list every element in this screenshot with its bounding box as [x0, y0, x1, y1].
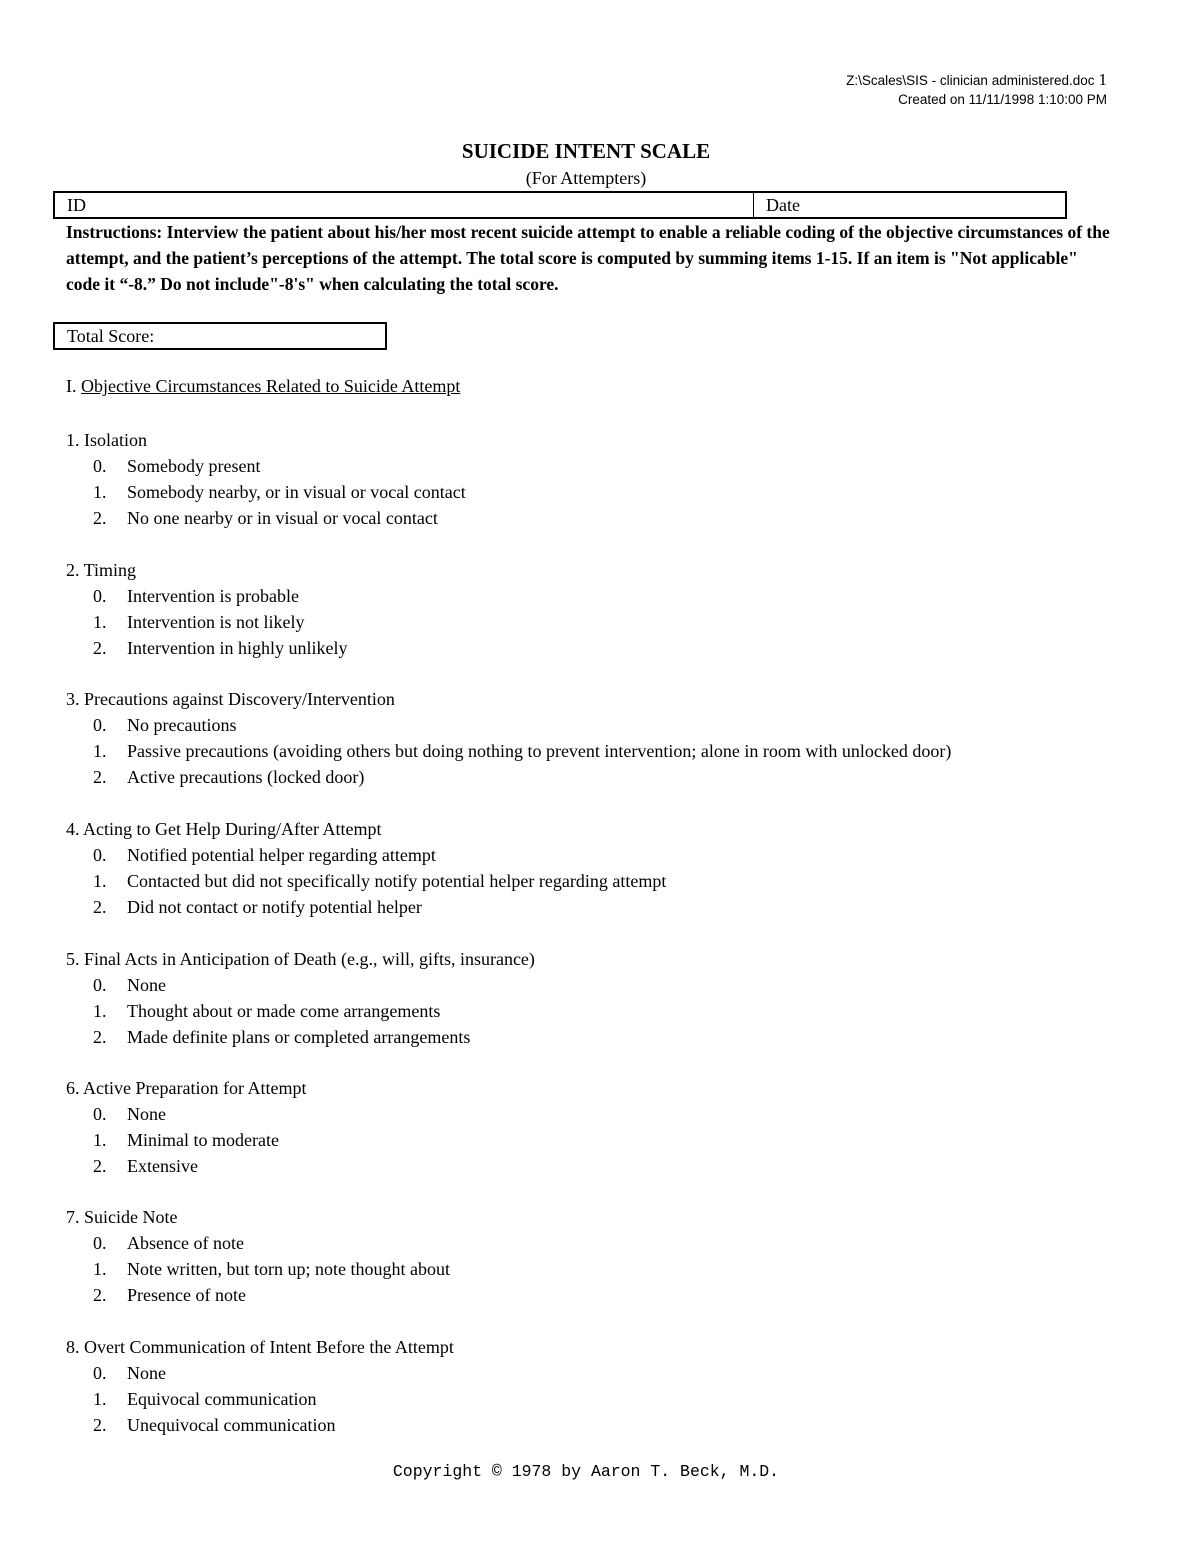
- item-option: [93, 505, 466, 531]
- total-score-label: Total Score:: [67, 326, 155, 346]
- option-number: 0.: [93, 975, 107, 995]
- scale-item: [66, 946, 535, 1050]
- scale-item: [66, 557, 347, 661]
- item-option: [93, 1360, 454, 1386]
- option-number: 1.: [93, 1389, 107, 1409]
- item-option: [93, 453, 466, 479]
- item-title: 6. Active Preparation for Attempt: [66, 1078, 307, 1098]
- option-number: 2.: [93, 1027, 107, 1047]
- created-date: Created on 11/11/1998 1:10:00 PM: [898, 92, 1107, 107]
- item-option: [93, 1256, 450, 1282]
- item-option: [93, 479, 466, 505]
- option-number: 0.: [93, 845, 107, 865]
- item-option: [93, 1024, 535, 1050]
- section-heading: [66, 376, 460, 397]
- option-number: 0.: [93, 1233, 107, 1253]
- date-label: Date: [766, 195, 800, 215]
- option-text: Absence of note: [127, 1233, 244, 1253]
- option-number: 1.: [93, 1001, 107, 1021]
- item-option: [93, 842, 666, 868]
- option-number: 1.: [93, 1130, 107, 1150]
- item-option: [93, 1101, 306, 1127]
- id-label: ID: [67, 195, 86, 215]
- item-title: 3. Precautions against Discovery/Intervention: [66, 689, 395, 709]
- option-number: 1.: [93, 482, 107, 502]
- option-text: Contacted but did not specifically notify potential helper regarding attempt: [127, 871, 667, 891]
- option-number: 0.: [93, 1363, 107, 1383]
- item-option: [93, 764, 951, 790]
- option-text: Unequivocal communication: [127, 1415, 336, 1435]
- scale-item: [66, 816, 666, 920]
- item-title: 1. Isolation: [66, 430, 147, 450]
- option-text: None: [127, 1104, 166, 1124]
- item-title: 5. Final Acts in Anticipation of Death (e.g., will, gifts, insurance): [66, 949, 535, 969]
- item-option: [93, 1127, 306, 1153]
- option-text: Extensive: [127, 1156, 198, 1176]
- option-text: Somebody nearby, or in visual or vocal contact: [127, 482, 466, 502]
- file-path: Z:\Scales\SIS - clinician administered.doc: [846, 73, 1095, 88]
- item-title: 4. Acting to Get Help During/After Attempt: [66, 819, 382, 839]
- option-number: 2.: [93, 1415, 107, 1435]
- item-option: [93, 972, 535, 998]
- option-text: No precautions: [127, 715, 237, 735]
- document-title: SUICIDE INTENT SCALE: [461, 139, 711, 163]
- option-number: 2.: [93, 1285, 107, 1305]
- item-option: [93, 998, 535, 1024]
- item-option: [93, 738, 951, 764]
- item-option: [93, 1153, 306, 1179]
- scale-item: [66, 1204, 450, 1308]
- option-text: Did not contact or notify potential helper: [127, 897, 422, 917]
- id-field[interactable]: [55, 193, 754, 217]
- option-text: Intervention in highly unlikely: [127, 638, 348, 658]
- option-text: Presence of note: [127, 1285, 246, 1305]
- option-number: 2.: [93, 508, 107, 528]
- option-number: 1.: [93, 871, 107, 891]
- document-subtitle: (For Attempters): [525, 168, 647, 188]
- item-title: 2. Timing: [66, 560, 137, 580]
- option-text: Passive precautions (avoiding others but doing nothing to prevent intervention; alone in room with unlocked door): [127, 741, 952, 761]
- date-field[interactable]: [754, 193, 800, 217]
- item-option: [93, 609, 347, 635]
- option-text: Notified potential helper regarding attempt: [127, 845, 436, 865]
- item-option: [93, 894, 666, 920]
- option-number: 0.: [93, 456, 107, 476]
- option-text: Intervention is probable: [127, 586, 299, 606]
- section-title: Objective Circumstances Related to Suicide Attempt: [81, 376, 461, 396]
- copyright: Copyright © 1978 by Aaron T. Beck, M.D.: [392, 1462, 780, 1481]
- section-number: I.: [66, 376, 77, 396]
- option-number: 1.: [93, 741, 107, 761]
- item-option: [93, 1386, 454, 1412]
- option-text: Active precautions (locked door): [127, 767, 365, 787]
- id-date-row: [53, 191, 1067, 219]
- instructions: Instructions: Interview the patient about his/her most recent suicide attempt to enable a reliable coding of the objective circumstances of the attempt, and the patient’s perceptions of the attempt. The total score is computed by summing items 1-15. If an item is "Not applicable" code it “-8.” Do not include"-8's" when calculating the total score.: [66, 222, 1110, 294]
- option-text: Minimal to moderate: [127, 1130, 279, 1150]
- option-number: 2.: [93, 897, 107, 917]
- page-number: 1: [1098, 70, 1107, 89]
- option-text: Note written, but torn up; note thought about: [127, 1259, 450, 1279]
- item-option: [93, 1230, 450, 1256]
- item-option: [93, 868, 666, 894]
- option-number: 1.: [93, 612, 107, 632]
- item-option: [93, 1412, 454, 1438]
- item-title: 8. Overt Communication of Intent Before the Attempt: [66, 1337, 454, 1357]
- scale-item: [66, 1334, 454, 1438]
- item-option: [93, 712, 951, 738]
- option-text: Equivocal communication: [127, 1389, 317, 1409]
- scale-item: [66, 427, 466, 531]
- scale-item: [66, 686, 951, 790]
- item-title: 7. Suicide Note: [66, 1207, 178, 1227]
- option-number: 0.: [93, 1104, 107, 1124]
- option-text: Intervention is not likely: [127, 612, 305, 632]
- option-number: 2.: [93, 767, 107, 787]
- item-option: [93, 635, 347, 661]
- option-text: Thought about or made come arrangements: [127, 1001, 441, 1021]
- page-header: [846, 70, 1107, 109]
- option-number: 2.: [93, 1156, 107, 1176]
- option-text: Somebody present: [127, 456, 261, 476]
- total-score-field[interactable]: [53, 322, 387, 350]
- option-text: None: [127, 975, 166, 995]
- option-number: 2.: [93, 638, 107, 658]
- option-text: No one nearby or in visual or vocal contact: [127, 508, 438, 528]
- option-number: 0.: [93, 715, 107, 735]
- option-text: None: [127, 1363, 166, 1383]
- option-number: 0.: [93, 586, 107, 606]
- option-text: Made definite plans or completed arrangements: [127, 1027, 471, 1047]
- item-option: [93, 1282, 450, 1308]
- item-option: [93, 583, 347, 609]
- option-number: 1.: [93, 1259, 107, 1279]
- scale-item: [66, 1075, 306, 1179]
